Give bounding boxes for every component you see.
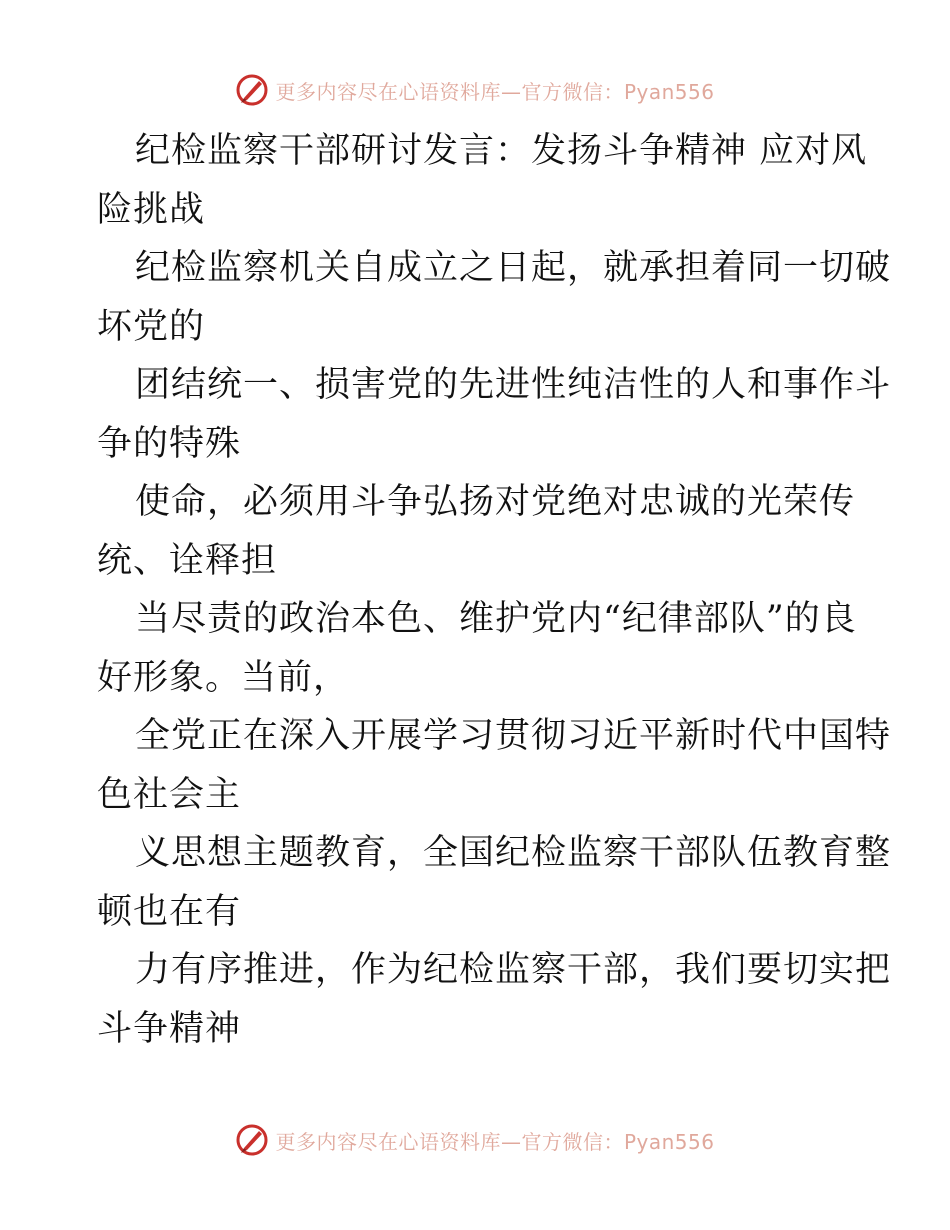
paragraph-line: 险挑战 bbox=[97, 189, 206, 230]
paragraph-line: 当尽责的政治本色、维护党内“纪律部队”的良 bbox=[135, 599, 857, 639]
quill-pen-logo-icon bbox=[235, 1123, 269, 1157]
paragraph-line: 坏党的 bbox=[97, 306, 206, 347]
paragraph-line: 纪检监察干部研讨发言：发扬斗争精神 应对风 bbox=[135, 131, 868, 171]
paragraph-line: 团结统一、损害党的先进性纯洁性的人和事作斗 bbox=[135, 365, 892, 405]
paragraph-line: 争的特殊 bbox=[97, 423, 242, 464]
footer-banner bbox=[0, 1120, 950, 1160]
paragraph-line: 色社会主 bbox=[97, 774, 242, 815]
header-banner bbox=[0, 70, 950, 110]
paragraph-line: 使命，必须用斗争弘扬对党绝对忠诚的光荣传 bbox=[135, 482, 856, 522]
paragraph-line: 好形象。当前， bbox=[97, 657, 350, 698]
footer-banner-text: 更多内容尽在心语资料库—官方微信：Pyan556 bbox=[275, 1129, 715, 1154]
paragraph-line: 全党正在深入开展学习贯彻习近平新时代中国特 bbox=[135, 716, 892, 756]
paragraph-line: 义思想主题教育，全国纪检监察干部队伍教育整 bbox=[135, 833, 892, 873]
document-body bbox=[97, 122, 892, 1058]
header-banner-text: 更多内容尽在心语资料库—官方微信：Pyan556 bbox=[275, 79, 715, 104]
paragraph-line: 顿也在有 bbox=[97, 891, 242, 932]
paragraph-line: 纪检监察机关自成立之日起，就承担着同一切破 bbox=[135, 248, 892, 288]
quill-pen-logo-icon bbox=[235, 73, 269, 107]
paragraph-line: 统、诠释担 bbox=[97, 540, 278, 581]
paragraph-line: 斗争精神 bbox=[97, 1008, 242, 1049]
paragraph-line: 力有序推进，作为纪检监察干部，我们要切实把 bbox=[135, 950, 892, 990]
